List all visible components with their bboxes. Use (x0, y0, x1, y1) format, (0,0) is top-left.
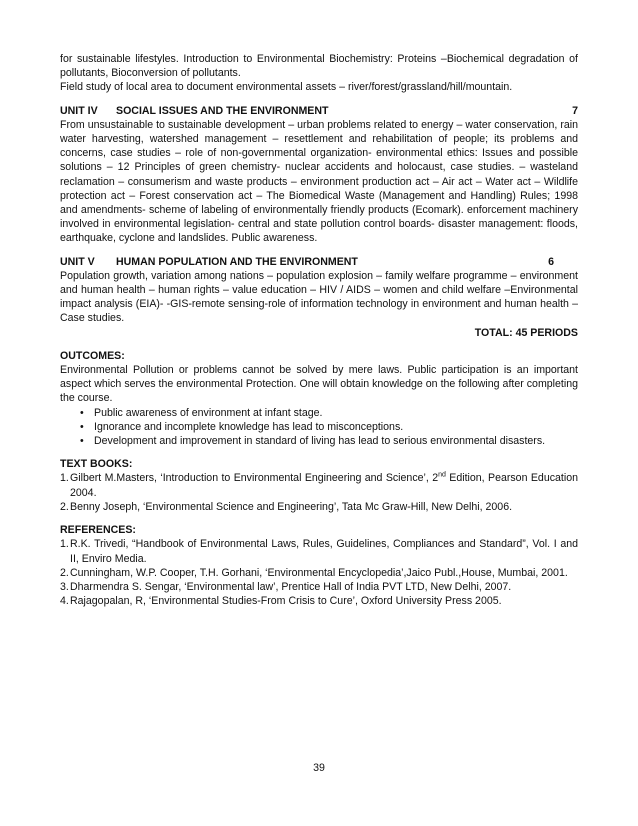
intro-paragraph: for sustainable lifestyles. Introduction to Environmental Biochemistry: Proteins –Biochemical degradation of pollutants, Bioconversion of pollutants. (60, 53, 578, 80)
total-periods: TOTAL: 45 PERIODS (474, 326, 578, 339)
item-text: Cunningham, W.P. Cooper, T.H. Gorhani, ‘Environmental Encyclopedia’,Jaico Publ.,House, Mumbai, 2001. (70, 566, 568, 579)
outcomes-list (60, 406, 578, 449)
list-item (60, 500, 578, 514)
outcomes-heading: OUTCOMES: (60, 349, 125, 362)
item-text (70, 471, 578, 499)
item-number: 1. (60, 538, 69, 551)
unit-v-label: UNIT V (60, 255, 95, 268)
item-text-main: Gilbert M.Masters, ‘Introduction to Environmental Engineering and Science’, 2 (70, 472, 439, 485)
item-text-main: Benny Joseph, ‘Environmental Science and Engineering’, Tata Mc Graw-Hill, New Delhi, 2006. (70, 500, 513, 513)
list-item: • Public awareness of environment at infant stage. (80, 406, 578, 420)
list-item: • Ignorance and incomplete knowledge has lead to misconceptions. (80, 420, 578, 434)
list-item (60, 580, 578, 594)
list-item (60, 537, 578, 565)
item-text (70, 500, 578, 514)
page-number: 39 (313, 762, 325, 774)
textbooks-heading: TEXT BOOKS: (60, 458, 133, 471)
list-item (60, 594, 578, 608)
item-number: 2. (60, 500, 69, 513)
unit-v-hours: 6 (548, 255, 554, 268)
superscript: nd (438, 471, 446, 479)
unit-iv-title: SOCIAL ISSUES AND THE ENVIRONMENT (116, 104, 329, 117)
field-study-line: Field study of local area to document environmental assets – river/forest/grassland/hill/mountain. (60, 81, 513, 94)
unit-iv-heading (60, 104, 578, 118)
unit-iv-body: From unsustainable to sustainable development – urban problems related to energy – water conservation, rain water harvesting, watershed management – resettlement and rehabilitation of people; its problems and concerns, case studies – role of non-governmental organization- environmental ethics: Issues and possible solutions – 12 Principles of green chemistry- nuclear accidents and holocaust, case studies. – wasteland reclamation – consumerism and waste products – environment production act – Air act – Water act – Wildlife protection act – Forest conservation act – The Biomedical Waste (Management and Handling) Rules; 1998 and amendments- scheme of labeling of environmentally friendly products (Ecomark). enforcement machinery involved in environmental legislation- central and state pollution control boards- disaster management: floods, earthquake, cyclone and landslides. Public awareness. (60, 118, 578, 245)
references-list (60, 537, 578, 608)
unit-v-body: Population growth, variation among nations – population explosion – family welfare programme – environment and human health – human rights – value education – HIV / AIDS – women and child welfare –Environmental impact analysis (EIA)- -GIS-remote sensing-role of information technology in environment and human health – Case studies. (60, 269, 578, 325)
item-text: Dharmendra S. Sengar, ‘Environmental law’, Prentice Hall of India PVT LTD, New Delhi, 2007. (70, 580, 512, 593)
item-number: 4. (60, 595, 69, 608)
item-number: 3. (60, 580, 69, 593)
unit-v-title: HUMAN POPULATION AND THE ENVIRONMENT (116, 255, 358, 268)
unit-iv-label: UNIT IV (60, 104, 98, 117)
document-page (60, 52, 578, 608)
list-item (60, 471, 578, 499)
list-item: • Development and improvement in standard of living has lead to serious environmental disasters. (80, 434, 578, 448)
item-number: 2. (60, 566, 69, 579)
outcomes-body: Environmental Pollution or problems cannot be solved by mere laws. Public participation is an important aspect which serves the environmental Protection. One will obtain knowledge on the following after completing the course. (60, 364, 578, 405)
textbooks-list (60, 471, 578, 514)
item-text: R.K. Trivedi, “Handbook of Environmental Laws, Rules, Guidelines, Compliances and Standard”, Vol. I and II, Enviro Media. (70, 538, 578, 565)
unit-iv-hours: 7 (572, 104, 578, 117)
list-item (60, 566, 578, 580)
item-text-rest: Edition, Pearson Education 2004. (70, 472, 578, 499)
unit-v-heading (60, 255, 578, 269)
item-number: 1. (60, 472, 69, 485)
item-text: Rajagopalan, R, ‘Environmental Studies-From Crisis to Cure’, Oxford University Press 2005. (70, 595, 502, 608)
references-heading: REFERENCES: (60, 524, 136, 537)
